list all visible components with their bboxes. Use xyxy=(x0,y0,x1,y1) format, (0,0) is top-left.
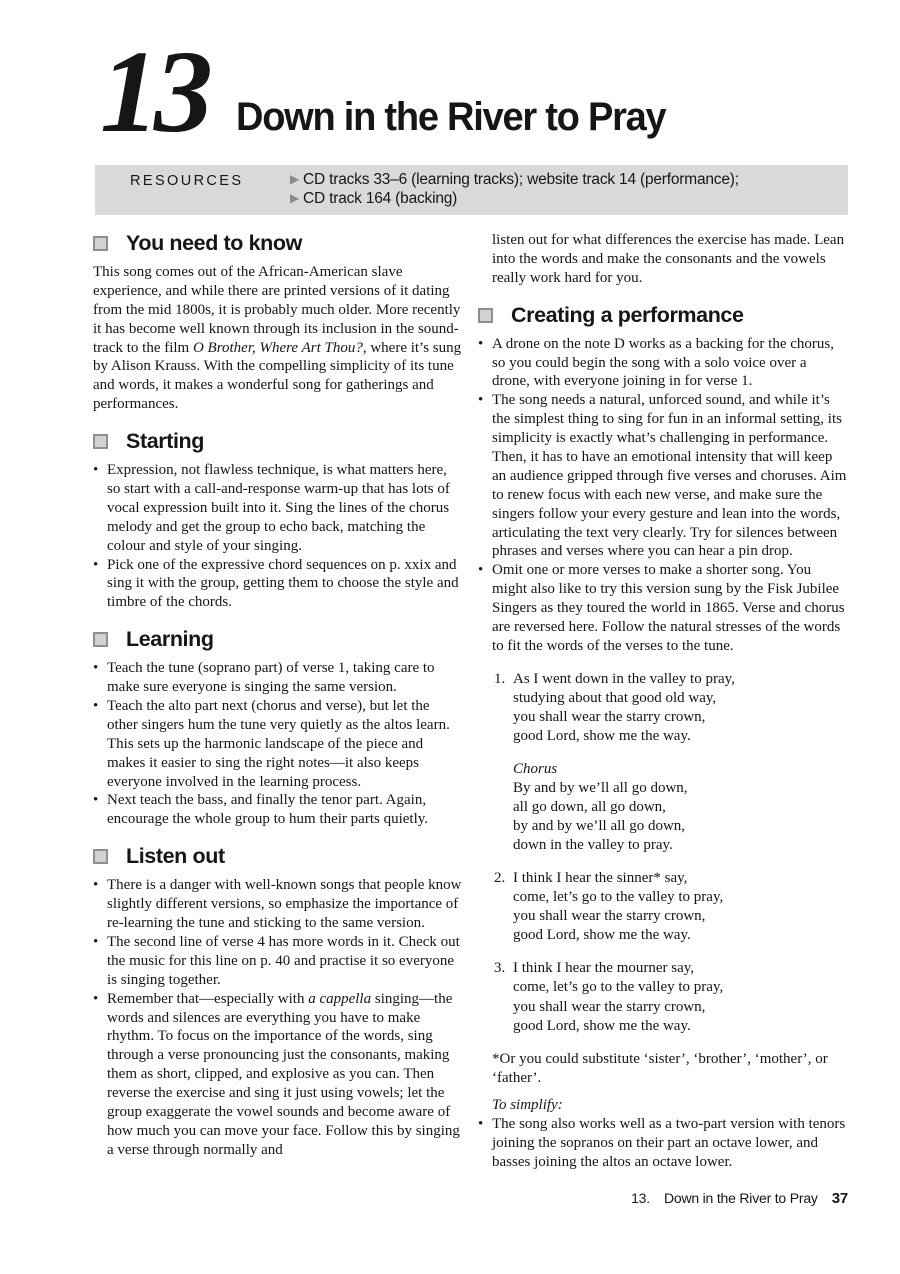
verse-lines xyxy=(513,869,723,945)
section-title: Creating a performance xyxy=(511,302,744,327)
verse-line: come, let’s go to the valley to pray, xyxy=(513,979,724,996)
verse-lines xyxy=(513,670,735,746)
right-column xyxy=(478,231,848,1172)
resources-label: RESOURCES xyxy=(130,173,244,189)
chorus xyxy=(513,760,848,855)
section-title: Learning xyxy=(126,627,214,652)
chapter-header xyxy=(100,26,688,157)
bullet-icon: • xyxy=(93,990,99,1007)
continuation-paragraph: listen out for what differences the exercise has made. Lean into the words and make the consonants and the vowels really work hard for you. xyxy=(492,232,845,286)
bullet-item xyxy=(93,556,463,613)
chorus-line: all go down, all go down, xyxy=(513,799,666,816)
bullet-list xyxy=(478,1115,848,1172)
bullet-item xyxy=(93,791,463,829)
bullet-text: Omit one or more verses to make a shorter song. You might also like to try this version sung by the Fisk Jubilee Singers as they toured the world in 1865. Verse and chorus are reversed here. Follow the natural stresses of the words to fit the words of the verses to the tune. xyxy=(492,562,845,654)
verse-line: good Lord, show me the way. xyxy=(513,727,691,744)
bullet-icon: • xyxy=(478,392,484,409)
body-paragraph xyxy=(93,263,463,414)
verse-line: As I went down in the valley to pray, xyxy=(513,670,735,687)
bullet-list xyxy=(93,876,463,1159)
verse-1 xyxy=(494,670,848,746)
bullet-icon: • xyxy=(478,1116,484,1133)
verse-line: you shall wear the starry crown, xyxy=(513,998,706,1015)
resource-text: CD tracks 33–6 (learning tracks); website track 14 (performance); xyxy=(303,171,739,188)
checkbox-icon xyxy=(478,308,493,323)
substitution-footnote: *Or you could substitute ‘sister’, ‘brother’, ‘mother’, or ‘father’. xyxy=(492,1050,828,1086)
bullet-item xyxy=(93,933,463,990)
footer-title: Down in the River to Pray xyxy=(663,1190,818,1206)
section-heading-listen-out xyxy=(93,844,463,869)
section-title: You need to know xyxy=(126,231,302,255)
verse-line: I think I hear the mourner say, xyxy=(513,960,695,977)
resources-items xyxy=(290,171,739,208)
bullet-text: The song also works well as a two-part version with tenors joining the sopranos on their part an octave lower, and basses joining the altos an octave lower. xyxy=(492,1116,846,1171)
bullet-text: There is a danger with well-known songs that people know slightly different versions, so emphasize the importance of re-learning the tune and sticking to the same version. xyxy=(107,877,462,932)
bullet-text: Next teach the bass, and finally the tenor part. Again, encourage the whole group to hum their parts quietly. xyxy=(107,792,429,828)
verse-line: come, let’s go to the valley to pray, xyxy=(513,889,724,906)
triangle-bullet-icon: ▶ xyxy=(290,172,300,186)
bullet-text xyxy=(107,990,463,1160)
bullet-icon: • xyxy=(478,562,484,579)
bullet-text: Pick one of the expressive chord sequences on p. xxix and sing it with the group, getting them to choose the style and timbre of the chords. xyxy=(107,556,459,611)
verse-number: 2. xyxy=(494,870,506,887)
chorus-line: down in the valley to pray. xyxy=(513,837,673,854)
bullet-text: The song needs a natural, unforced sound, and while it’s the simplest thing to sing for fun in an informal setting, its simplicity is exactly what’s challenging in performance. Then, it has to have an emotional intensity that will keep an audience gripped through five verses and choruses. Aim to renew focus with each new verse, and make sure the singers follow your every gesture and lean into the words, articulating the text very clearly. Try for silences between phrases and verses where you can hear a pin drop. xyxy=(492,392,847,560)
bullet-text: Teach the alto part next (chorus and verse), but let the other singers hum the tune very quietly as the altos learn. This sets up the harmonic landscape of the piece and makes it easier to sing the right notes—it also keeps everyone involved in the learning process. xyxy=(107,698,450,790)
verse-line: studying about that good old way, xyxy=(513,689,717,706)
chorus-line: by and by we’ll all go down, xyxy=(513,818,686,835)
bullet-item xyxy=(93,461,463,555)
paragraph-text: , where it’s sung by Alison Krauss. With the compelling simplicity of its tune and words, it makes a wonderful song for gatherings and performances. xyxy=(93,339,462,413)
verse-line: you shall wear the starry crown, xyxy=(513,908,706,925)
bullet-item xyxy=(93,697,463,791)
bullet-text: The second line of verse 4 has more words in it. Check out the music for this line on p. 40 and practise it so everyone is singing together. xyxy=(107,933,460,988)
resource-text: CD track 164 (backing) xyxy=(303,190,458,207)
bullet-icon: • xyxy=(93,462,99,479)
bullet-text: Expression, not flawless technique, is what matters here, so start with a call-and-response warm-up that has lots of vocal expression built into it. Sing the lines of the chorus melody and get the group to echo back, matching the colour and style of your singing. xyxy=(107,462,450,554)
bullet-item xyxy=(478,561,848,655)
bullet-item xyxy=(93,659,463,697)
bullet-item xyxy=(93,876,463,933)
bullet-text: A drone on the note D works as a backing for the chorus, so you could begin the song with a solo voice over a drone, with everyone joining in for verse 1. xyxy=(492,335,834,390)
song-verses xyxy=(494,670,848,1036)
section-heading-you-need-to-know xyxy=(93,231,463,256)
section-heading-learning xyxy=(93,627,463,652)
bullet-item xyxy=(478,335,848,392)
footer-chapter-ref: 13. xyxy=(631,1190,650,1206)
bullet-icon: • xyxy=(93,792,99,809)
resources-bar xyxy=(95,165,848,215)
checkbox-icon xyxy=(93,236,108,251)
verse-3 xyxy=(494,959,848,1035)
verse-number: 1. xyxy=(494,670,506,687)
chapter-title: Down in the River to Pray xyxy=(236,94,666,139)
section-title: Listen out xyxy=(126,844,225,869)
verse-line: good Lord, show me the way. xyxy=(513,927,691,944)
section-heading-starting xyxy=(93,429,463,454)
left-column xyxy=(93,231,463,1172)
bullet-list xyxy=(93,461,463,612)
chorus-label: Chorus xyxy=(513,761,558,777)
two-column-body xyxy=(93,231,848,1172)
verse-line: I think I hear the sinner* say, xyxy=(513,870,688,887)
bullet-text-part: Remember that—especially with xyxy=(107,990,309,1007)
bullet-icon: • xyxy=(93,556,99,573)
bullet-icon: • xyxy=(93,660,99,677)
bullet-list xyxy=(478,335,848,656)
film-title-italic: O Brother, Where Art Thou? xyxy=(192,339,363,356)
verse-line: good Lord, show me the way. xyxy=(513,1017,691,1034)
bullet-item xyxy=(478,391,848,561)
section-heading-creating-a-performance xyxy=(478,303,848,328)
bullet-icon: • xyxy=(93,877,99,894)
bullet-text: Teach the tune (soprano part) of verse 1, taking care to make sure everyone is singing the same version. xyxy=(107,660,435,696)
bullet-icon: • xyxy=(93,933,99,950)
chorus-line: By and by we’ll all go down, xyxy=(513,780,688,797)
checkbox-icon xyxy=(93,632,108,647)
verse-number: 3. xyxy=(494,960,506,977)
bullet-icon: • xyxy=(93,698,99,715)
verse-2 xyxy=(494,869,848,945)
page-footer xyxy=(631,1190,848,1207)
bullet-item xyxy=(93,990,463,1160)
checkbox-icon xyxy=(93,849,108,864)
checkbox-icon xyxy=(93,434,108,449)
paragraph-text: This song comes out of the African-American slave experience, and while there are printed versions of it dating from the mid 1800s, it is probably much older. More recently it has become well known through its inclusion in the sound-track to the film xyxy=(93,264,461,356)
triangle-bullet-icon: ▶ xyxy=(290,191,300,205)
resource-item xyxy=(290,190,739,208)
footer-page-number: 37 xyxy=(831,1190,848,1207)
bullet-text-part: singing—the words and silences are everything you have to make rhythm. To focus on the importance of the words, sing through a verse pronouncing just the consonants, making them as short, clipped, and explosive as you can. Then reverse the exercise and sing it just using vowels; let the group exaggerate the vowel sounds and become aware of how much you can move your face. Follow this by singing a verse through normally and xyxy=(107,990,460,1158)
verse-line: you shall wear the starry crown, xyxy=(513,708,706,725)
verse-lines xyxy=(513,959,723,1035)
to-simplify-label: To simplify: xyxy=(492,1097,563,1114)
section-title: Starting xyxy=(126,429,205,454)
chapter-number: 13 xyxy=(100,26,208,157)
a-cappella-italic: a cappella xyxy=(308,990,372,1007)
bullet-icon: • xyxy=(478,335,484,352)
bullet-item xyxy=(478,1115,848,1172)
resource-item xyxy=(290,171,739,189)
bullet-list xyxy=(93,659,463,829)
